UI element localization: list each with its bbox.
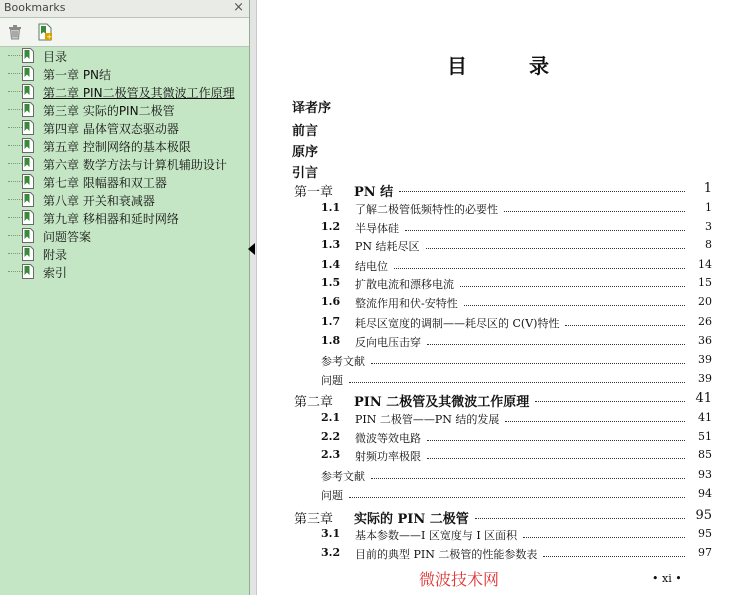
bookmark-label: 第四章 晶体管双态驱动器 (43, 122, 179, 136)
toc-number: 2.2 (321, 430, 341, 443)
toc-leader-dots (371, 468, 685, 479)
bookmark-item[interactable] (4, 263, 244, 281)
bookmark-item[interactable] (4, 101, 244, 119)
toc-page-number: 1 (705, 201, 712, 214)
toc-page-number: 51 (698, 430, 712, 443)
toc-page-number: 95 (695, 508, 712, 523)
toc-number: 第三章 (294, 512, 334, 527)
toc-number: 1.7 (321, 315, 341, 328)
bookmark-label: 问题答案 (43, 230, 92, 244)
toc-title: PN 结 (354, 185, 394, 200)
bookmark-page-icon (22, 120, 34, 135)
panel-title: Bookmarks (4, 1, 66, 14)
tree-connector (8, 271, 22, 272)
toc-title: 反向电压击穿 (355, 336, 421, 349)
toc-page-number: 3 (705, 220, 712, 233)
toc-section-row (257, 546, 727, 562)
bookmark-page-icon (22, 246, 34, 261)
bookmark-item[interactable] (4, 173, 244, 191)
toc-page-number: 15 (698, 276, 712, 289)
toc-title: 问题 (321, 489, 343, 502)
toc-number: 第二章 (294, 395, 334, 410)
toc-title: PIN 二极管及其微波工作原理 (354, 395, 530, 410)
bookmark-item[interactable] (4, 245, 244, 263)
toc-page-number: 93 (698, 468, 712, 481)
bookmark-page-icon (22, 192, 34, 207)
toc-chapter-row (257, 181, 727, 200)
toc-number: 第一章 (294, 185, 334, 200)
new-bookmark-icon[interactable] (36, 23, 54, 41)
toc-chapter-row (257, 391, 727, 410)
toc-number: 1.6 (321, 295, 341, 308)
panel-splitter[interactable] (250, 0, 257, 595)
bookmark-page-icon (22, 84, 34, 99)
bookmark-label: 第六章 数学方法与计算机辅助设计 (43, 158, 227, 172)
tree-connector (8, 181, 22, 182)
bookmark-page-icon (22, 48, 34, 63)
panel-header (0, 0, 249, 18)
toc-leader-dots (426, 238, 685, 249)
toc-number: 3.1 (321, 527, 341, 540)
toc-leader-dots (427, 430, 685, 441)
toc-page-number: 39 (698, 353, 712, 366)
bookmark-page-icon (22, 102, 34, 117)
toc-leader-dots (405, 220, 685, 231)
toc-title: 实际的 PIN 二极管 (354, 512, 469, 527)
toc-section-row (257, 295, 727, 311)
toc-leader-dots (349, 372, 685, 383)
toc-leader-dots (371, 353, 685, 364)
document-page (257, 0, 749, 595)
toc-leader-dots (523, 527, 685, 538)
toc-page-number: 97 (698, 546, 712, 559)
bookmark-item[interactable] (4, 209, 244, 227)
bookmarks-toolbar (0, 18, 249, 47)
toc-page-number: 14 (698, 258, 712, 271)
tree-connector (8, 199, 22, 200)
title-char-2: 录 (529, 54, 549, 78)
bookmark-page-icon (22, 138, 34, 153)
bookmark-item[interactable] (4, 65, 244, 83)
toc-page-number: 39 (698, 372, 712, 385)
toc-leader-dots (505, 411, 685, 422)
svg-text:+: + (46, 33, 53, 41)
bookmark-label: 第五章 控制网络的基本极限 (43, 140, 191, 154)
toc-number: 1.8 (321, 334, 341, 347)
bookmark-item[interactable] (4, 47, 244, 65)
bookmark-label: 第八章 开关和衰减器 (43, 194, 155, 208)
toc-page-number: 94 (698, 487, 712, 500)
tree-connector (8, 235, 22, 236)
tree-connector (8, 127, 22, 128)
toc-section-row (257, 527, 727, 543)
toc-title: 半导体硅 (355, 222, 399, 235)
bookmark-item[interactable] (4, 119, 244, 137)
toc-page-number: 26 (698, 315, 712, 328)
bookmark-page-icon (22, 210, 34, 225)
toc-section-row (257, 353, 727, 369)
toc-page-number: 8 (705, 238, 712, 251)
toc-leader-dots (504, 201, 685, 212)
front-matter-entry: 原序 (292, 145, 319, 160)
watermark: 微波技术网 (419, 570, 500, 589)
toc-number: 3.2 (321, 546, 341, 559)
toc-leader-dots (535, 391, 685, 402)
tree-connector (8, 55, 22, 56)
toc-number: 1.2 (321, 220, 341, 233)
toc-title: 目前的典型 PIN 二极管的性能参数表 (355, 548, 538, 561)
bookmark-item[interactable] (4, 227, 244, 245)
toc-section-row (257, 201, 727, 217)
bookmark-page-icon (22, 174, 34, 189)
toc-title: 结电位 (355, 260, 388, 273)
toc-leader-dots (349, 487, 685, 498)
toc-leader-dots (565, 315, 685, 326)
bookmark-label: 第三章 实际的PIN二极管 (43, 104, 175, 118)
toc-title: 扩散电流和漂移电流 (355, 278, 454, 291)
toc-section-row (257, 258, 727, 274)
toc-number: 1.3 (321, 238, 341, 251)
toc-title: 基本参数——I 区宽度与 I 区面积 (355, 529, 518, 542)
bookmark-label: 索引 (43, 266, 68, 280)
toc-page-number: 36 (698, 334, 712, 347)
toc-section-row (257, 238, 727, 254)
bookmark-label: 第九章 移相器和延时网络 (43, 212, 179, 226)
page-number: • xi • (652, 572, 682, 585)
bookmark-item[interactable] (4, 83, 244, 101)
toc-title: 射频功率极限 (355, 450, 421, 463)
toc-section-row (257, 220, 727, 236)
toc-title: PN 结耗尽区 (355, 240, 420, 253)
toc-section-row (257, 411, 727, 427)
title-char-1: 目 (447, 54, 467, 78)
close-icon[interactable]: × (233, 0, 244, 15)
toc-leader-dots (464, 295, 685, 306)
bookmark-page-icon (22, 66, 34, 81)
toc-title: 问题 (321, 374, 343, 387)
toc-leader-dots (460, 276, 685, 287)
tree-connector (8, 145, 22, 146)
toc-leader-dots (394, 258, 685, 269)
toc-chapter-row (257, 508, 727, 527)
toc-number: 1.5 (321, 276, 341, 289)
toc-leader-dots (543, 546, 685, 557)
toc-section-row (257, 448, 727, 464)
bookmark-label: 第二章 PIN二极管及其微波工作原理 (43, 86, 235, 100)
delete-bookmark-icon[interactable] (6, 23, 24, 41)
toc-section-row (257, 468, 727, 484)
toc-title: 耗尽区宽度的调制——耗尽区的 C(V)特性 (355, 317, 560, 330)
toc-title: 参考文献 (321, 355, 365, 368)
toc-page-number: 95 (698, 527, 712, 540)
toc-leader-dots (475, 508, 685, 519)
tree-connector (8, 91, 22, 92)
tree-connector (8, 163, 22, 164)
toc-number: 1.1 (321, 201, 341, 214)
tree-connector (8, 253, 22, 254)
page-title (447, 50, 549, 79)
front-matter-entry: 前言 (292, 124, 319, 139)
tree-connector (8, 73, 22, 74)
bookmarks-panel (0, 0, 250, 595)
bookmark-page-icon (22, 228, 34, 243)
toc-number: 2.3 (321, 448, 341, 461)
toc-page-number: 41 (698, 411, 712, 424)
toc-section-row (257, 430, 727, 446)
toc-section-row (257, 315, 727, 331)
collapse-panel-arrow-icon[interactable] (248, 243, 255, 255)
bookmark-item[interactable] (4, 191, 244, 209)
bookmark-page-icon (22, 156, 34, 171)
toc-title: 微波等效电路 (355, 432, 421, 445)
toc-page-number: 41 (695, 391, 712, 406)
toc-leader-dots (427, 334, 685, 345)
front-matter-entry: 引言 (292, 166, 319, 181)
toc-section-row (257, 276, 727, 292)
toc-number: 2.1 (321, 411, 341, 424)
toc-page-number: 1 (703, 181, 712, 196)
toc-title: PIN 二极管——PN 结的发展 (355, 413, 500, 426)
toc-section-row (257, 487, 727, 503)
toc-title: 整流作用和伏-安特性 (355, 297, 458, 310)
toc-title: 参考文献 (321, 470, 365, 483)
toc-title: 了解二极管低频特性的必要性 (355, 203, 498, 216)
toc-page-number: 85 (698, 448, 712, 461)
bookmark-item[interactable] (4, 137, 244, 155)
toc-leader-dots (427, 448, 685, 459)
bookmark-label: 附录 (43, 248, 68, 262)
bookmark-item[interactable] (4, 155, 244, 173)
toc-leader-dots (399, 181, 685, 192)
toc-number: 1.4 (321, 258, 341, 271)
front-matter-entry: 译者序 (292, 101, 332, 116)
tree-connector (8, 109, 22, 110)
tree-connector (8, 217, 22, 218)
bookmark-page-icon (22, 264, 34, 279)
toc-section-row (257, 372, 727, 388)
bookmark-label: 第七章 限幅器和双工器 (43, 176, 167, 190)
bookmark-label: 第一章 PN结 (43, 68, 112, 82)
toc-section-row (257, 334, 727, 350)
toc-page-number: 20 (698, 295, 712, 308)
bookmark-label: 目录 (43, 50, 68, 64)
